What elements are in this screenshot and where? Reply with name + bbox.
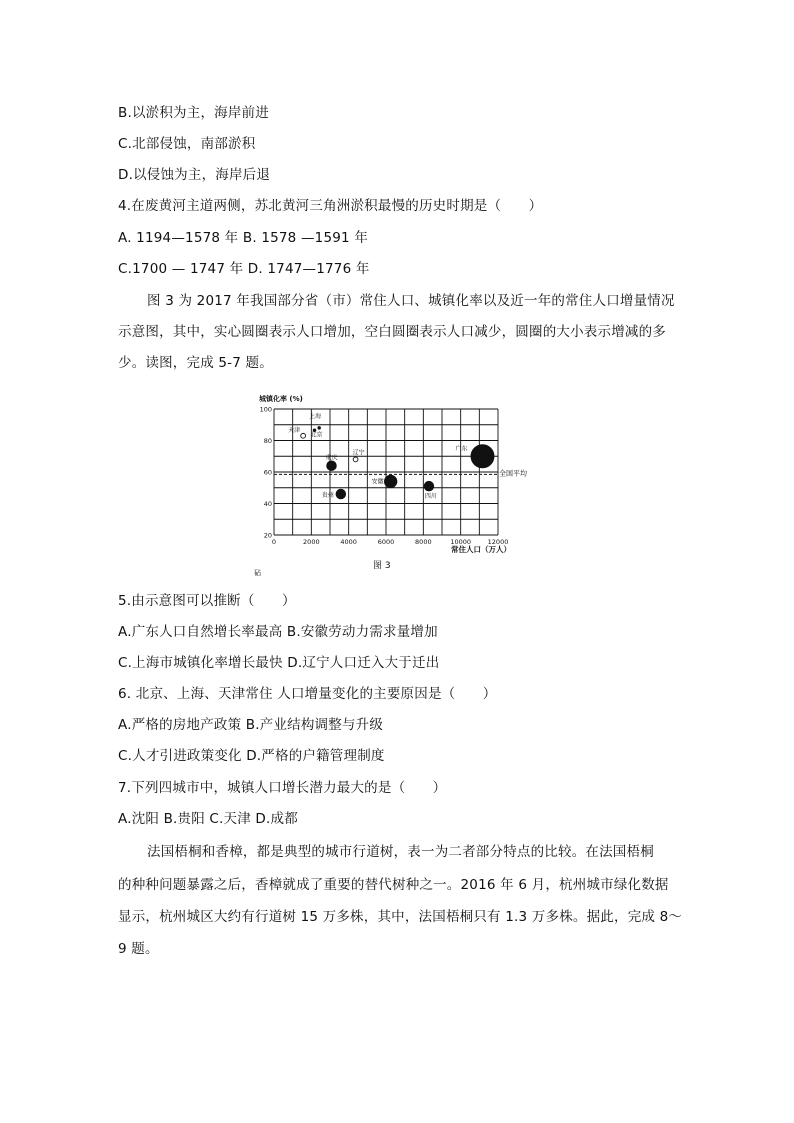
x-tick-label: 8000 [415, 538, 432, 546]
data-point-广东 [471, 445, 494, 468]
data-point-label: 广东 [455, 445, 468, 453]
data-point-label: 北京 [310, 431, 323, 439]
data-point-label: 安徽 [371, 478, 384, 486]
question-4-options-cd: C.1700 — 1747 年 D. 1747—1776 年 [118, 261, 370, 277]
y-tick-label: 80 [263, 437, 272, 445]
x-tick-label: 4000 [340, 538, 357, 546]
question-5-options-ab: A.广东人口自然增长率最高 B.安徽劳动力需求量增加 [118, 624, 438, 640]
national-average-label: 全国平均 [499, 469, 527, 478]
data-point-label: 辽宁 [352, 449, 365, 457]
question-5-options-cd: C.上海市城镇化率增长最快 D.辽宁人口迁入大于迁出 [118, 655, 440, 671]
question-5-stem: 5.由示意图可以推断（ ） [118, 593, 296, 609]
data-point-贵州 [336, 489, 346, 499]
data-point-四川 [424, 481, 434, 491]
figure-3-intro-line-1: 图 3 为 2017 年我国部分省（市）常住人口、城镇化率以及近一年的常住人口增量情况 [147, 293, 675, 309]
passage-8-9-line-4: 9 题。 [118, 941, 159, 957]
figure-3-intro-line-3: 少。读图，完成 5-7 题。 [118, 355, 273, 371]
question-4-stem: 4.在废黄河主道两侧，苏北黄河三角洲淤积最慢的历史时期是（ ） [118, 198, 543, 214]
data-point-重庆 [327, 461, 337, 471]
data-point-label: 天津 [288, 426, 301, 434]
y-tick-label: 60 [263, 468, 272, 477]
y-tick-label: 100 [259, 405, 272, 414]
x-tick-label: 10000 [450, 538, 472, 546]
option-c-north-erosion: C.北部侵蚀，南部淤积 [118, 136, 256, 152]
question-4-options-ab: A. 1194—1578 年 B. 1578 —1591 年 [118, 230, 369, 246]
data-point-天津 [301, 433, 306, 438]
passage-8-9-line-3: 显示，杭州城区大约有行道树 15 万多株，其中，法国梧桐只有 1.3 万多株。据此，完成 8～ [118, 909, 683, 925]
question-7-stem: 7.下列四城市中，城镇人口增长潜力最大的是（ ） [118, 780, 447, 796]
chart-grid [274, 409, 498, 535]
data-point-label: 贵州 [321, 492, 334, 500]
data-point-label: 重庆 [325, 454, 338, 462]
question-6-options-ab: A.严格的房地产政策 B.产业结构调整与升级 [118, 717, 384, 733]
question-6-stem: 6. 北京、上海、天津常住 人口增量变化的主要原因是（ ） [118, 686, 497, 702]
x-axis-label: 常住人口（万人） [451, 545, 511, 554]
passage-8-9-line-2: 的种种问题暴露之后，香樟就成了重要的替代树种之一。2016 年 6 月，杭州城市绿化数据 [118, 877, 669, 893]
y-axis-label: 城镇化率 (%) [259, 395, 303, 403]
data-point-辽宁 [353, 457, 358, 462]
data-point-label: 上海 [309, 412, 322, 420]
question-6-options-cd: C.人才引进政策变化 D.严格的户籍管理制度 [118, 748, 385, 764]
option-d-coast-retreat: D.以侵蚀为主，海岸后退 [118, 167, 271, 183]
data-point-上海 [318, 427, 321, 430]
data-point-安徽 [384, 475, 396, 487]
x-tick-label: 0 [271, 538, 277, 546]
x-tick-label: 12000 [487, 538, 509, 546]
figure-3-chart [254, 392, 534, 578]
data-point-label: 四川 [424, 493, 437, 501]
question-7-options: A.沈阳 B.贵阳 C.天津 D.成都 [118, 811, 298, 827]
y-tick-label: 20 [263, 531, 272, 540]
y-tick-label: 40 [263, 500, 272, 508]
figure-caption: 图 3 [373, 561, 391, 571]
bubble-chart [254, 392, 534, 578]
x-tick-label: 2000 [303, 538, 320, 546]
figure-3-intro-line-2: 示意图，其中，实心圆圈表示人口增加，空白圆圈表示人口减少，圆圈的大小表示增减的多 [118, 324, 666, 340]
passage-8-9-line-1: 法国梧桐和香樟，都是典型的城市行道树，表一为二者部分特点的比较。在法国梧桐 [147, 844, 654, 860]
corner-mark: 砧 [254, 569, 261, 577]
option-b-coast-advance: B.以淤积为主，海岸前进 [118, 105, 269, 121]
x-tick-label: 6000 [377, 538, 395, 546]
